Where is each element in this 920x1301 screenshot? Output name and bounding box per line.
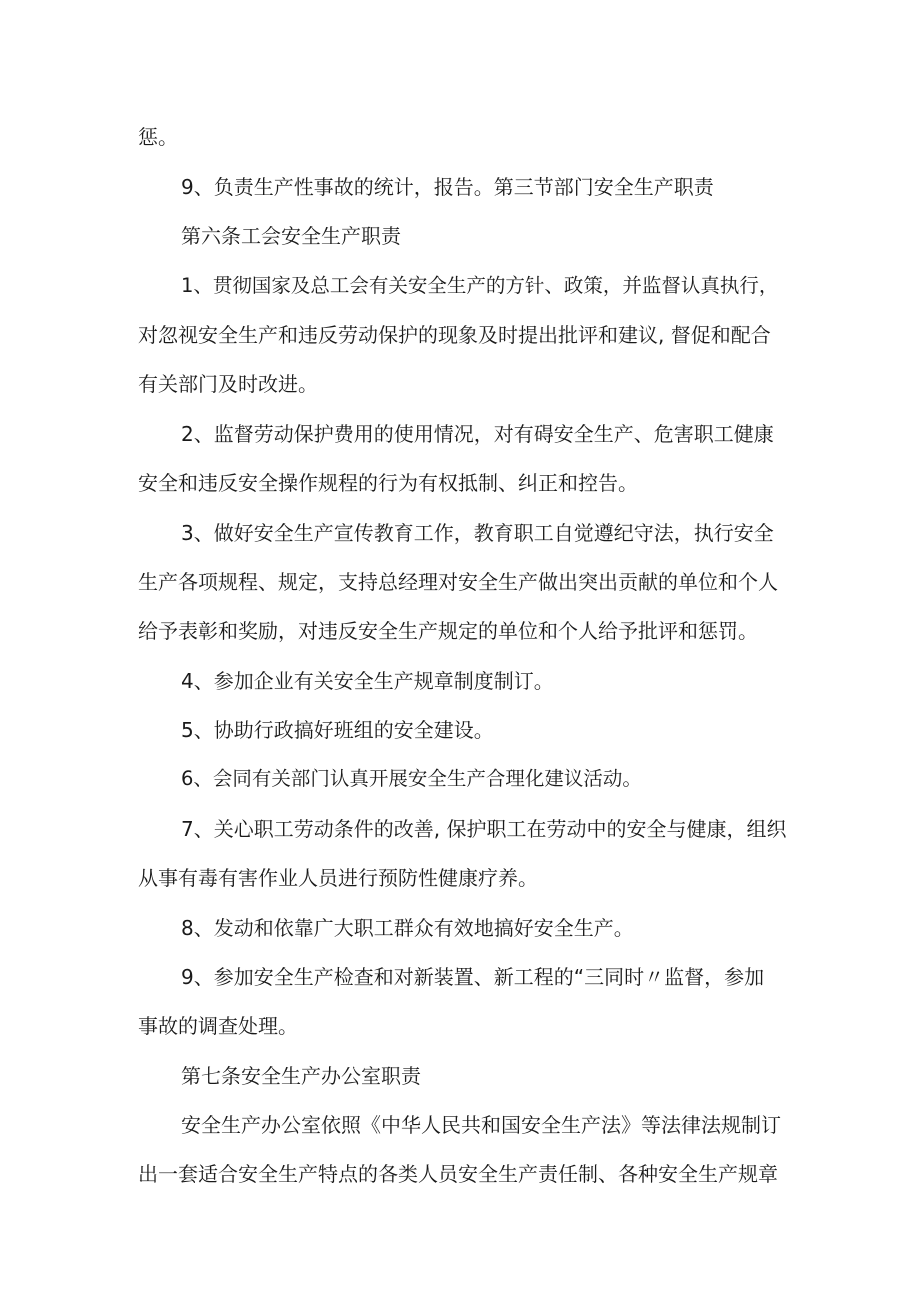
text-line: 4、参加企业有关安全生产规章制度制订。 xyxy=(181,669,554,693)
text-line: 5、协助行政搞好班组的安全建设。 xyxy=(181,718,494,742)
text-line: 9、参加安全生产检查和对新装置、新工程的“三同时〃监督，参加 xyxy=(181,965,765,989)
text-line: 8、发动和依靠广大职工群众有效地搞好安全生产。 xyxy=(181,916,634,940)
text-line: 生产各项规程、规定，支持总经理对安全生产做出突出贡献的单位和个人 xyxy=(138,570,778,594)
text-line: 1、贯彻国家及总工会有关安全生产的方针、政策，并监督认真执行， xyxy=(181,274,779,297)
text-line: 给予表彰和奖励，对违反安全生产规定的单位和个人给予批评和惩罚。 xyxy=(138,619,758,643)
text-line: 3、做好安全生产宣传教育工作，教育职工自觉遵纪守法，执行安全 xyxy=(181,521,774,545)
text-line: 出一套适合安全生产特点的各类人员安全生产责任制、各种安全生产规章 xyxy=(138,1162,778,1186)
text-line: 从事有毒有害作业人员进行预防性健康疗养。 xyxy=(138,866,538,890)
text-line: 对忽视安全生产和违反劳动保护的现象及时提出批评和建议, 督促和配合 xyxy=(138,323,771,347)
text-line: 9、负责生产性事故的统计，报告。第三节部门安全生产职责 xyxy=(181,175,714,199)
text-line: 2、监督劳动保护费用的使用情况，对有碍安全生产、危害职工健康 xyxy=(181,422,774,446)
text-line: 安全和违反安全操作规程的行为有权抵制、纠正和控告。 xyxy=(138,471,638,495)
text-line: 有关部门及时改进。 xyxy=(138,372,318,396)
text-line: 事故的调查处理。 xyxy=(138,1014,298,1038)
text-line: 6、会同有关部门认真开展安全生产合理化建议活动。 xyxy=(181,767,642,790)
text-line: 惩。 xyxy=(138,125,178,149)
section-heading: 第六条工会安全生产职责 xyxy=(181,224,401,248)
text-line: 7、关心职工劳动条件的改善, 保护职工在劳动中的安全与健康，组织 xyxy=(181,817,787,841)
text-line: 安全生产办公室依照《中华人民共和国安全生产法》等法律法规制订 xyxy=(181,1113,781,1137)
section-heading: 第七条安全生产办公室职责 xyxy=(181,1064,421,1088)
